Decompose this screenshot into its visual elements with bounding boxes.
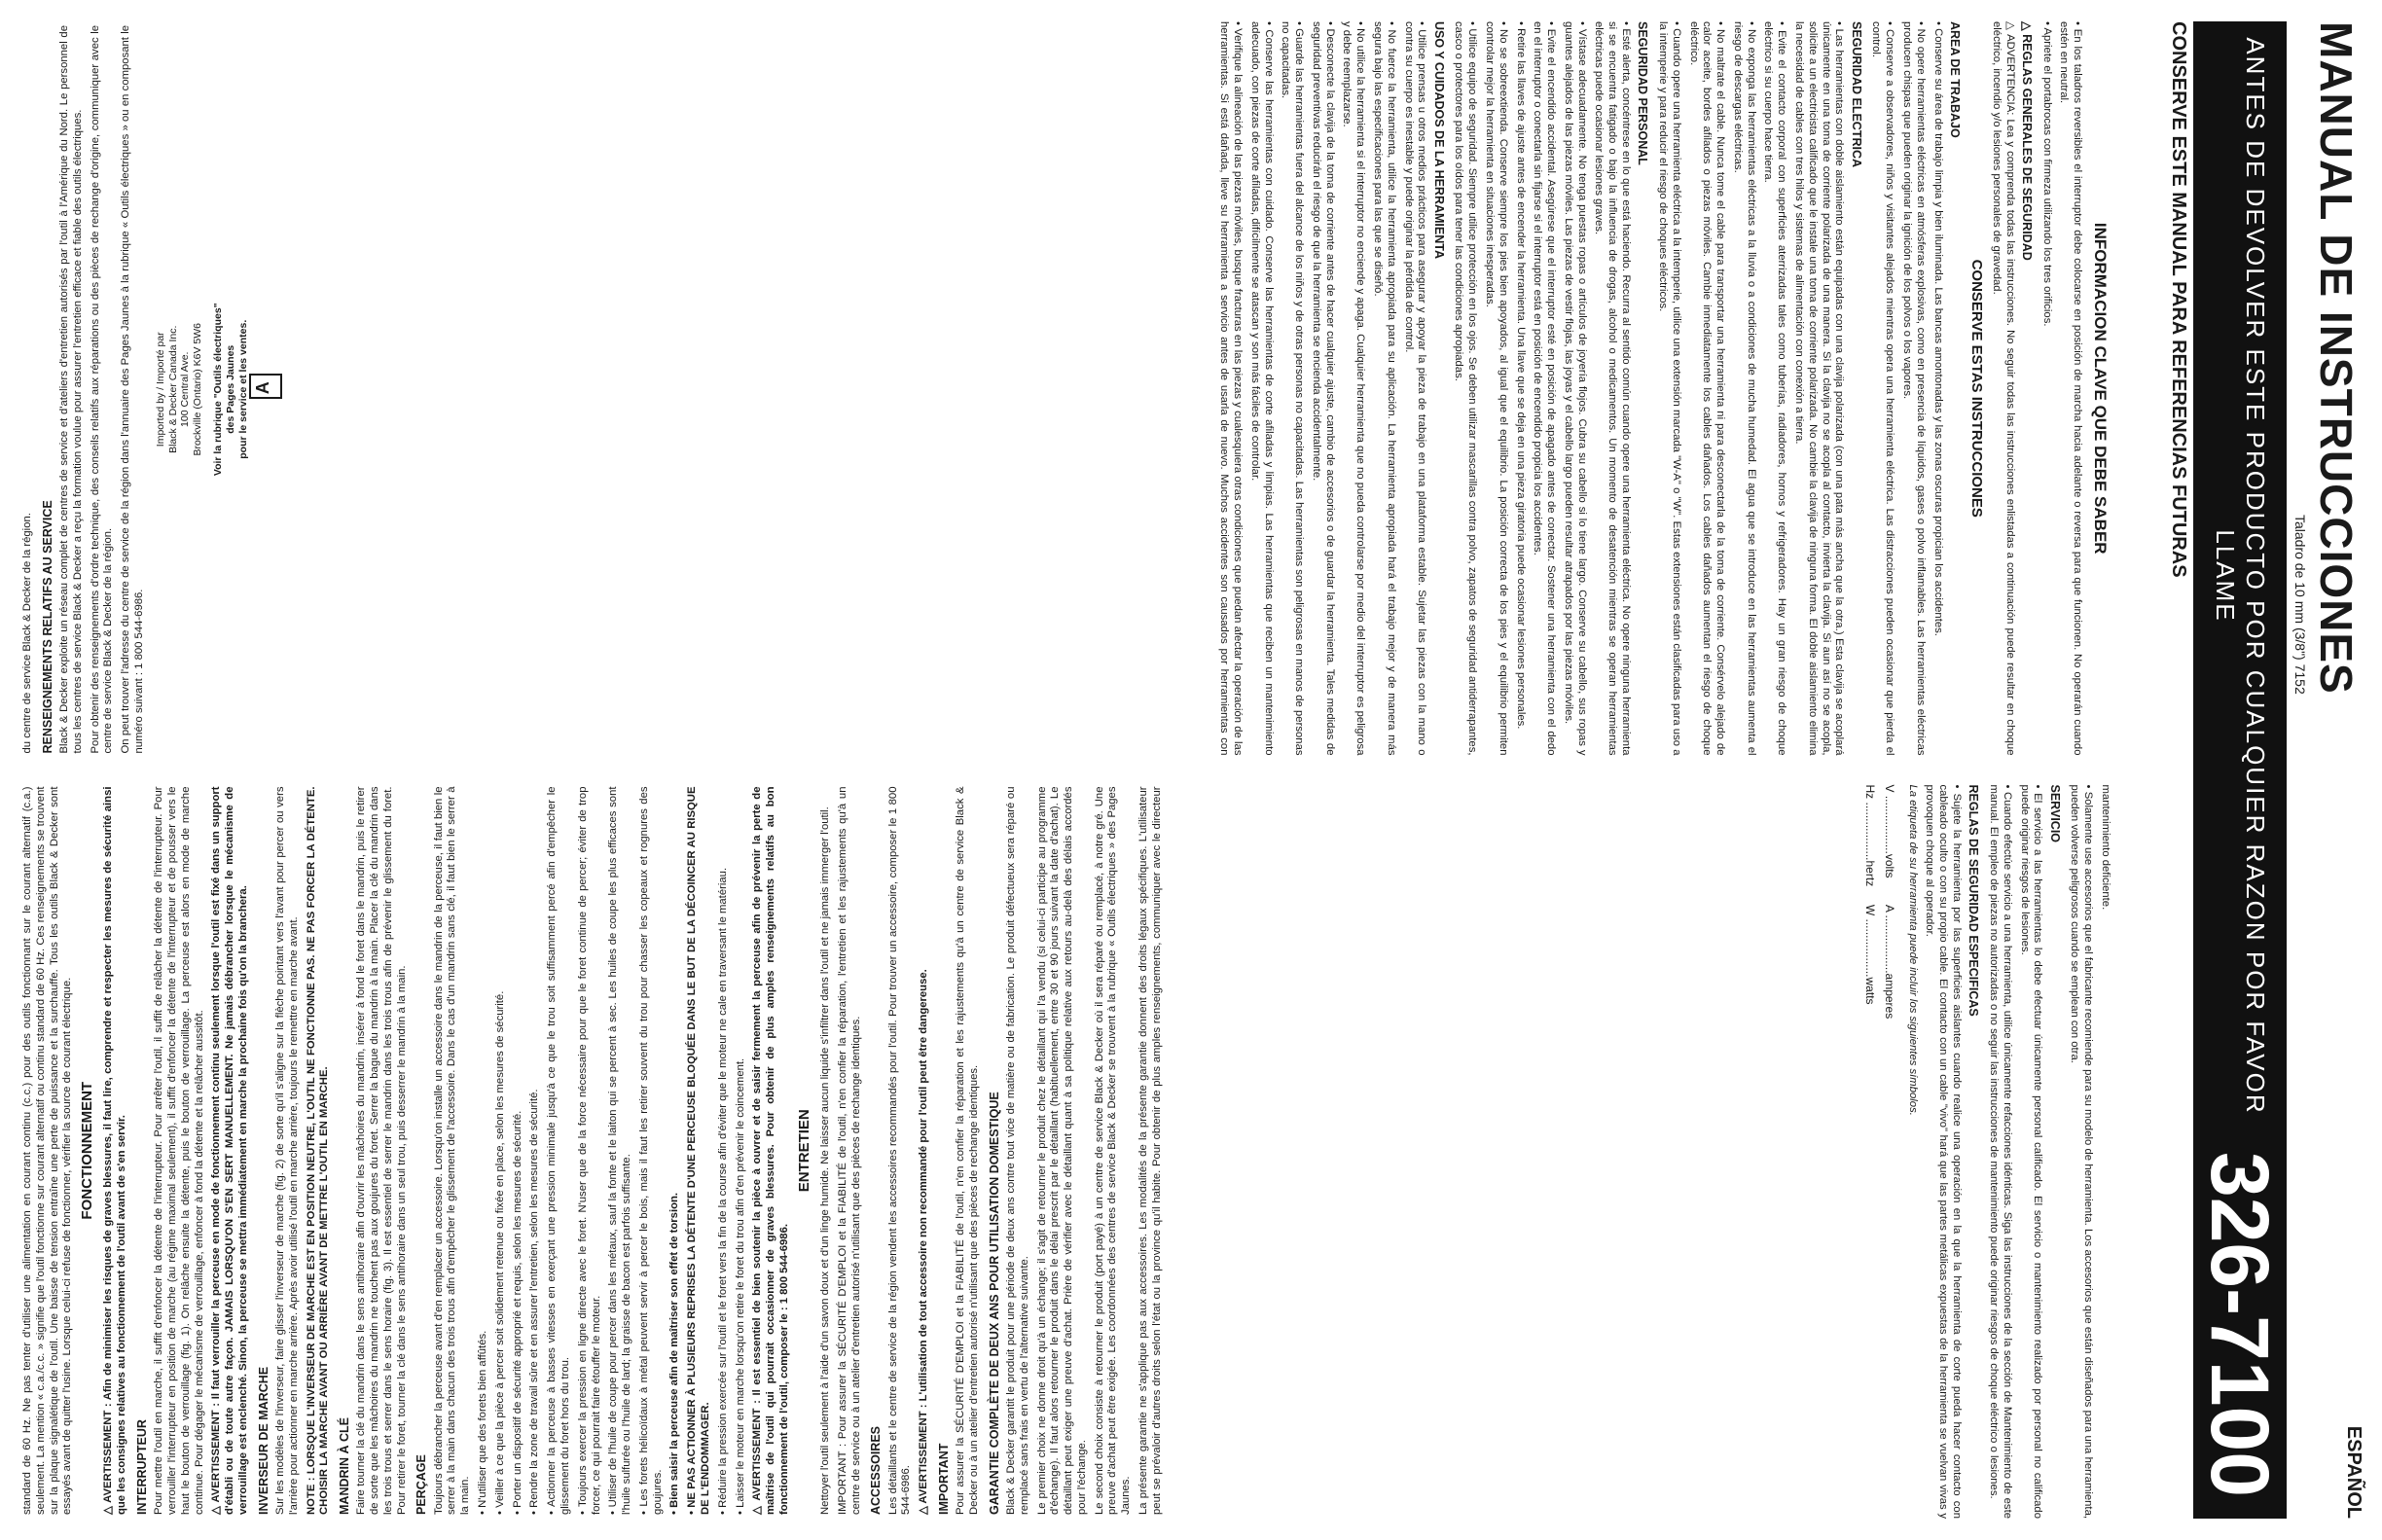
pages-jaunes-note	[212, 25, 282, 754]
renseignements-paragraph: Pour obtenir des renseignements d'ordre technique, des conseils relatifs aux réparations ou des pièces de rechange d'origine, communiquer avec le centre de service Black & Decker de la région.	[89, 25, 115, 754]
inverseur-text: Sur les modèles de l'inverseur, faire glisser l'inverseur de marche (fig. 2) de sorte qu'il s'aligne sur la flèche pointant vers l'avant pour percer ou vers l'arrière pour actionner en marche arrière. Après avoir utilisé l'outil en marche arrière, toujours le remettre en marche avant.	[273, 786, 300, 1515]
etiqueta-text: La etiqueta de su herramienta puede incluir los siguientes símbolos.	[1906, 784, 1919, 1116]
inverseur-note: NOTE : LORSQUE L'INVERSEUR DE MARCHE EST EN POSITION NEUTRE, L'OUTIL NE FONCTIONNE PAS. NE PAS FORCER LA DÉTENTE. CHOISIR LA MARCHE AVANT OU ARRIÈRE AVANT DE METTRE L'OUTIL EN MARCHE.	[305, 786, 331, 1515]
garantie-paragraph: Le premier choix ne donne droit qu'à un échange; il s'agit de retourner le produit chez le détaillant qui l'a vendu (si celui-ci participe au programme d'échange). Il faut alors retourner le produit dans le délai prescrit par le détaillant (habituellement, entre 30 et 90 jours suivant la date d'achat). Le détaillant peut exiger une preuve d'achat. Prière de vérifier avec le détaillant quant à sa politique relative aux retours au-delà des délais accordés pour l'échange.	[1035, 786, 1088, 1515]
servicio-item: • Cuando efectúe servicio a una herramienta, utilice únicamente refacciones idénticas. Siga las instrucciones de la sección de Mantenimiento de este manual. El empleo de piezas no autorizadas o no seguir las instrucciones de mantenimiento puede originar riesgos de choque eléctrico o lesiones.	[1988, 784, 2013, 1519]
seguridad-electrica-heading: SEGURIDAD ELECTRICA	[1849, 21, 1863, 168]
renseignements-paragraph: On peut trouver l'adresse du centre de service de la région dans l'annuaire des Pages Jaunes à la rubrique « Outils électriques » ou en composant le numéro suivant : 1 800 544-6986.	[120, 25, 145, 754]
area-heading: AREA DE TRABAJO	[1947, 21, 1962, 138]
percage-item: • N'utiliser que des forets bien affûtés.	[477, 1330, 489, 1515]
seguridad-electrica-item: • Evite el contacto corporal con superficies aterrizadas tales como tuberías, radiadores, hornos y refrigeradores. Hay un gran riesgo de choque eléctrico si su cuerpo hace tierra.	[1762, 21, 1788, 756]
servicio-heading: SERVICIO	[2047, 784, 2062, 843]
percage-item: • Porter un dispositif de sécurité approprié et requis, selon les mesures de sécurité.	[511, 1110, 523, 1515]
interrupteur-warning: △ AVERTISSEMENT : Il faut verrouiller la perceuse en mode de fonctionnement continu seulement lorsque l'outil est fixé dans un support d'établi ou de toute autre façon. JAMAIS LORSQU'ON S'EN SERT MANUELLEMENT. Ne jamais débrancher lorsque le mécanisme de verrouillage est enclenché. Sinon, la perceuse se mettra immédiatement en marche la prochaine fois qu'on la branchera.	[210, 786, 249, 1515]
importer-line: 100 Central Ave.	[179, 351, 192, 427]
seguridad-electrica-item: • Las herramientas con doble aislamiento están equipadas con una clavija polarizada (con una pata más ancha que la otra.) Esta clavija se acoplará únicamente en una toma de corriente polarizada de una manera. Si la clavija no se acopla al contacto, invierta la clavija. Si aun así no se acopla, solicite a un electricista calificado que le instale una toma de corriente polarizada. No cambie la clavija de ninguna forma. El doble aislamiento elimina la necesidad de cables con tres hilos y sistemas de alimentación con conexión a tierra.	[1793, 21, 1846, 756]
manual-title: MANUAL DE INSTRUCCIONES	[2311, 21, 2362, 695]
seguridad-electrica-item: • No maltrate el cable. Nunca tome el cable para transportar una herramienta ni para desconectarla de la toma de corriente. Consérvelo alejado de calor aceite, bordes afilados o piezas móviles. Cambie inmediatamente los cables dañados. Los cables dañados aumentan el riesgo de choque eléctrico.	[1687, 21, 1727, 756]
spanish-page	[1209, 21, 2364, 1519]
advertencia-text: △ ADVERTENCIA: Lea y comprenda todas las instrucciones. No seguir todas las instrucciones enlistadas a continuación puede resultar en choque eléctrico, incendio y/o lesiones personales de gravedad.	[1990, 21, 2016, 756]
call-banner	[2193, 21, 2287, 1519]
entretien-title: ENTRETIEN	[795, 1109, 812, 1193]
banner-text: ANTES DE DEVOLVER ESTE PRODUCTO POR CUALQUIER RAZON POR FAVOR LLAME	[2211, 37, 2271, 1115]
spanish-rotated-page	[1191, 0, 2382, 1540]
important-text: Pour assurer la SÉCURITÉ D'EMPLOI et la FIABILITÉ de l'outil, n'en confier la réparation et les rajustements qu'à un centre de service Black & Decker ou à un atelier d'entretien autorisé n'utilisant que des pièces de rechange identiques.	[955, 786, 980, 1515]
seguridad-personal-item: • Utilice equipo de seguridad. Siempre utilice protección en los ojos. Se deben utilizar mascarillas contra polvo, zapatos de seguridad antiderrapantes, casco o protectores para los oídos para tener las condiciones apropiadas.	[1453, 21, 1479, 756]
seguridad-personal-item: • Vístase adecuadamente. No tenga puestas ropas o artículos de joyería flojos. Cubra su cabello si lo tiene largo. Conserve su cabello, sus ropas y guantes alejados de las piezas móviles. Las piezas de vestir flojas, las joyas y el cabello largo pueden resultar atrapados por las piezas móviles.	[1562, 21, 1588, 756]
info-item: • En los taladros reversibles el interruptor debe colocarse en posición de marcha hacia adelante o reversa para que funcionen. No operarán cuando estén en neutral.	[2058, 21, 2084, 756]
percage-item: • Toujours exercer la pression en ligne directe avec le foret. N'user que de la force nécessaire pour que le foret continue de percer; éviter de trop forcer, ce qui pourrait faire étouffer le moteur.	[576, 786, 602, 1515]
percage-item: • Actionner la perceuse à basses vitesses en exerçant une pression minimale jusqu'à ce que le trou soit suffisamment percé afin d'empêcher le glissement du foret hors du trou.	[546, 786, 571, 1515]
intro-text: standard de 60 Hz. Ne pas tenter d'utiliser une alimentation en courant continu (c.c.) pour des outils fonctionnant sur le courant alternatif (c.a.) seulement. La mention « c.a./c.c. » signifie que l'outil fonctionne sur courant alternatif ou continu standard de 60 Hz. Ces renseignements se trouvent sur la plaque signalétique de l'outil. Une baisse de tension entraîne une perte de puissance et la surchauffe. Tous les outils Black & Decker sont essayés avant de quitter l'usine. Lorsque celui-ci refuse de fonctionner, vérifier la source de courant électrique.	[21, 786, 74, 1515]
pages-jaunes-logo-icon: A	[249, 374, 282, 399]
interrupteur-text: Pour mettre l'outil en marche, il suffit d'enfoncer la détente de l'interrupteur. Pour arrêter l'outil, il suffit de relâcher la détente de l'interrupteur. Pour verrouiller l'interrupteur en position de marche (au régime maximal seulement), il suffit d'enfoncer la détente de l'interrupteur et de pousser vers le haut le bouton de verrouillage (fig. 1). On relâche ensuite la détente, puis le bouton de verrouillage. La perceuse est alors en mode de marche continue. Pour dégager le mécanisme de verrouillage, enfoncer à fond la détente et la relâcher aussitôt.	[153, 786, 205, 1515]
importer-line: Imported by / Importé par	[154, 332, 166, 448]
uso-item: • No fuerce la herramienta, utilice la herramienta apropiada para su aplicación. La herramienta apropiada hará el trabajo mejor y de manera más segura bajo las especificaciones para las que se diseñó.	[1372, 21, 1397, 756]
garantie-paragraph: Le second choix consiste à retourner le produit (port payé) à un centre de service Black & Decker où il sera réparé ou remplacé, à notre gré. Une preuve d'achat peut être exigée. Les coordonnées des centres de service Black & Decker se trouvent à la rubrique « Outils électriques » des Pages Jaunes.	[1093, 786, 1133, 1515]
seguridad-personal-heading: SEGURIDAD PERSONAL	[1636, 21, 1650, 165]
pages-jaunes-line: pour le service et les ventes.	[236, 319, 249, 459]
uso-item: • Utilice prensas u otros medios prácticos para asegurar y apoyar la pieza de trabajo en una plataforma estable. Sujetar las piezas con la mano o contra su cuerpo es inestable y puede originar la pérdida de control.	[1402, 21, 1428, 756]
symbol-volts: V ..................volts	[1882, 784, 1896, 878]
uso-item: • Conserve las herramientas con cuidado. Conserve las herramientas de corte afiladas y limpias. Las herramientas que reciben un mantenimiento adecuado, con piezas de corte afiladas, difícilmente se atascan y son más fáciles de controlar.	[1248, 21, 1275, 756]
importer-line: Black & Decker Canada Inc.	[166, 325, 179, 453]
model-subtitle: Taladro de 10 mm (3/8") 7152	[2292, 515, 2308, 695]
uso-item: • No utilice la herramienta si el interruptor no enciende y apaga. Cualquier herramienta que no pueda controlarse por medio del interruptor es peligrosa y debe reemplazarse.	[1341, 21, 1367, 756]
uso-item: • Desconecte la clavija de la toma de corriente antes de hacer cualquier ajuste, cambio de accesorios o de guardar la herramienta. Tales medidas de seguridad preventivas reducirán el riesgo de que la herramienta se encienda accidentalmente.	[1310, 21, 1336, 756]
seguridad-personal-item: • Esté alerta, concéntrese en lo que está haciendo. Recurra al sentido común cuando opere una herramienta eléctrica. No opere ninguna herramienta si se encuentra fatigado o bajo la influencia de drogas, alcohol o medicamentos. Un momento de desatención mientras se operan herramientas eléctricas puede ocasionar lesiones graves.	[1593, 21, 1632, 756]
reglas-especificas-item: • Sujete la herramienta por las superficies aislantes cuando realice una operación en la que la herramienta de corte pueda hacer contacto con cableado oculto o con su propio cable. El contacto con un cable "vivo" hará que las partes metálicas expuestas de la herramienta se vuelvan vivas y provoquen choque al operador.	[1924, 784, 1964, 1519]
percage-warning: △ AVERTISSEMENT : Il est essentiel de bien soutenir la pièce à ouvrer et de saisir fermement la perceuse afin de prévenir la perte de maîtrise de l'outil qui pourrait occasionner de graves blessures. Pour obtenir de plus amples renseignements relatifs au bon fonctionnement de l'outil, composer le : 1 800 544-6986.	[751, 786, 790, 1515]
percage-item: • Veiller à ce que la pièce à percer soit solidement retenue ou fixée en place, selon les mesures de sécurité.	[493, 990, 506, 1515]
symbol-amperes: A ..................amperes	[1882, 904, 1896, 1020]
fonctionnement-warning: △ AVERTISSEMENT : Afin de minimiser les risques de graves blessures, il faut lire, comprendre et respecter les mesures de sécurité ainsi que les consignes relatives au fonctionnement de l'outil avant de s'en servir.	[102, 786, 128, 1515]
banner-phone: 326-7100	[2194, 1152, 2286, 1497]
important-heading: IMPORTANT	[936, 1443, 951, 1515]
percage-heading: PERÇAGE	[415, 1454, 429, 1515]
symbol-watts: W ..................watts	[1862, 904, 1877, 1005]
accessoires-heading: ACCESSOIRES	[869, 1426, 884, 1515]
reglas-especificas-heading: REGLAS DE SEGURIDAD ESPECIFICAS	[1967, 784, 1981, 1017]
french-columns	[21, 25, 1170, 1515]
percage-item: • Utiliser de l'huile de coupe pour percer dans les métaux, sauf la fonte et le laiton qui se percent à sec. Les huiles de coupe les plus efficaces sont l'huile sulfurée ou l'huile de lard; la graisse de bacon est parfois suffisante.	[607, 786, 633, 1515]
interrupteur-heading: INTERRUPTEUR	[134, 1419, 149, 1515]
percage-item: Toujours débrancher la perceuse avant d'en remplacer un accessoire. Lorsqu'on installe un accessoire dans le mandrin de la perceuse, il faut bien le serrer à la main dans chacun des trois trous afin d'empêcher le glissement de l'accessoire. Dans le cas d'un mandrin sans clé, il faut bien le serrer à la main.	[432, 786, 472, 1515]
pages-jaunes-line: des Pages Jaunes	[224, 344, 236, 434]
importer-line: Brockville (Ontario) K6V 5W6	[192, 322, 204, 456]
uso-item: • Guarde las herramientas fuera del alcance de los niños y de otras personas no capacitadas. Las herramientas son peligrosas en manos de personas no capacitadas.	[1280, 21, 1306, 756]
symbol-hertz: Hz ..................hertz	[1862, 784, 1877, 887]
pages-jaunes-line: Voir la rubrique "Outils électriques"	[211, 303, 224, 477]
percage-item: • Les forets hélicoïdaux à métal peuvent servir à percer le bois, mais il faut les retirer souvent du trou pour chasser les copeaux et rognures des goujures.	[637, 786, 664, 1515]
garantie-paragraph: Black & Decker garantit le produit pour une période de deux ans contre tout vice de matière ou de fabrication. Le produit défectueux sera réparé ou remplacé sans frais en vertu de l'alternative suivante.	[1004, 786, 1030, 1515]
area-item: • Conserve su área de trabajo limpia y bien iluminada. Las bancas amontonadas y las zonas oscuras propician los accidentes.	[1931, 21, 1944, 636]
spanish-panel	[1191, 0, 2382, 1540]
seguridad-electrica-item: • Cuando opere una herramienta eléctrica a la intemperie, utilice una extensión marcada "W-A" o "W". Estas extensiones están clasificadas para uso a la intemperie y para reducir el riesgo de choques eléctricos.	[1657, 21, 1682, 756]
mandrin-text: Faire tourner la clé du mandrin dans le sens antihoraire afin d'ouvrir les mâchoires du mandrin, insérer à fond le foret dans le mandrin, puis le retirer de sorte que les mâchoires du mandrin ne touchent pas aux goujures du foret. Serrer la bague du mandrin à la main. Placer la clé du mandrin dans les trois trous et serrer dans le sens horaire (fig. 3). Il est essentiel de serrer le mandrin dans les trois trous afin de prévenir le glissement du foret. Pour retirer le foret, tourner la clé dans le sens antihoraire dans un seul trou, puis desserrer le mandrin à la main.	[355, 786, 408, 1515]
accessoires-text: Les détaillants et le centre de service de la région vendent les accessoires recommandés pour l'outil. Pour trouver un accessoire, composer le 1 800 544-6986.	[886, 786, 913, 1515]
percage-item: • Réduire la pression exercée sur l'outil et le foret vers la fin de la course afin d'éviter que le moteur ne cale en traversant le matériau.	[716, 867, 729, 1515]
garantie-heading: GARANTIE COMPLÈTE DE DEUX ANS POUR UTILISATION DOMESTIQUE	[987, 1092, 1001, 1515]
servicio-item: • El servicio a las herramientas lo debe efectuar únicamente personal calificado. El servicio o mantenimiento realizado por personal no calificado puede originar riesgos de lesiones.	[2018, 784, 2044, 1519]
area-item: • Conserve a observadores, niños y visitantes alejados mientras opera una herramienta eléctrica. Las distracciones pueden ocasionar que pierda el control.	[1870, 21, 1896, 756]
percage-item: • Rendre la zone de travail sûre et en assurer l'entretien, selon les mesures de sécurité.	[528, 1089, 541, 1515]
conserve-instrucciones: CONSERVE ESTAS INSTRUCCIONES	[1968, 259, 1986, 518]
mandrin-heading: MANDRIN À CLÉ	[338, 1417, 352, 1515]
symbols-list	[1859, 785, 1899, 1520]
entretien-important: IMPORTANT : Pour assurer la SÉCURITÉ D'EMPLOI et la FIABILITÉ de l'outil, n'en confier la réparation, l'entretien et les rajustements qu'à un centre de service ou à un atelier d'entretien autorisé n'utilisant que des pièces de rechange identiques.	[836, 786, 862, 1515]
info-heading: INFORMACION CLAVE QUE DEBE SABER	[2091, 222, 2110, 555]
uso-heading: USO Y CUIDADOS DE LA HERRAMIENTA	[1431, 21, 1446, 260]
percage-item: • Laisser le moteur en marche lorsqu'on retire le foret du trou afin d'en prévenir le coincement.	[734, 1057, 746, 1515]
accessoires-warning: △ AVERTISSEMENT : L'utilisation de tout accessoire non recommandé pour l'outil peut être dangereuse.	[918, 969, 930, 1515]
percage-item: • NE PAS ACTIONNER À PLUSIEURS REPRISES LA DÉTENTE D'UNE PERCEUSE BLOQUÉE DANS LE BUT DE LA DÉCOINCER AU RISQUE DE L'ENDOMMAGER.	[686, 786, 711, 1515]
importer-address	[155, 25, 204, 754]
garantie-paragraph: La présente garantie ne s'applique pas aux accessoires. Les modalités de la présente garantie donnent des droits légaux spécifiques. L'utilisateur peut se prévaloir d'autres droits selon l'état ou la province qu'il habite. Pour obtenir de plus amples renseignements, communiquer avec le directeur du centre de service Black & Decker de la région.	[21, 513, 1163, 1515]
renseignements-heading: RENSEIGNEMENTS RELATIFS AU SERVICE	[40, 500, 54, 754]
inverseur-heading: INVERSEUR DE MARCHE	[256, 1366, 271, 1515]
renseignements-paragraph: Black & Decker exploite un réseau complet de centres de service et d'ateliers d'entretien autorisés par l'outil à l'Amérique du Nord. Le personnel de tous les centres de service Black & Decker a reçu la formation voulue pour assurer l'entretien efficace et fiable des outils électriques.	[58, 25, 84, 754]
percage-item: • Bien saisir la perceuse afin de maîtriser son effet de torsion.	[668, 1192, 681, 1515]
uso-item: • Verifique la alineación de las piezas móviles, busque fracturas en las piezas y cualesquiera otras condiciones que puedan afectar la operación de las herramientas. Si está dañada, lleve su herramienta a servicio antes de usarla de nuevo. Muchos accidentes son causados por herramientas con mantenimiento deficiente.	[1218, 21, 2111, 911]
spanish-header	[2292, 21, 2364, 1519]
seguridad-personal-item: • Retire las llaves de ajuste antes de encender la herramienta. Una llave que se deja en una pieza giratoria puede ocasionar lesiones personales.	[1514, 21, 1527, 730]
info-item: • Apriete el portabrocas con firmeza utilizando los tres orificios.	[2040, 21, 2053, 327]
area-item: • No opere herramientas eléctricas en atmósferas explosivas, como en presencia de líquidos, gases o polvo inflamables. Las herramientas eléctricas producen chispas que pueden originar la ignición de los polvos o los vapores.	[1901, 21, 1927, 756]
uso-item: • Solamente use accesorios que el fabricante recomiende para su modelo de herramienta. Los accesorios que están diseñados para una herramienta, pueden volverse peligrosos cuando se emplean con otra.	[2069, 784, 2095, 1519]
spanish-columns	[1209, 21, 2111, 1519]
seguridad-electrica-item: • No exponga las herramientas eléctricas a la lluvia o a condiciones de mucha humedad. El agua que se introduce en las herramientas aumenta el riesgo de descargas eléctricas.	[1731, 21, 1757, 756]
reglas-heading: △ REGLAS GENERALES DE SEGURIDAD	[2019, 21, 2034, 261]
fonctionnement-title: FONCTIONNEMENT	[79, 1081, 96, 1220]
seguridad-personal-item: • Evite el encendido accidental. Asegúrese que el interruptor esté en posición de apagado antes de conectar. Sostener una herramienta con el dedo en el interruptor o conectarla sin fijarse si el interruptor está en posición de encendido propicia los accidentes.	[1532, 21, 1558, 756]
seguridad-personal-item: • No se sobreextienda. Conserve siempre los pies bien apoyados, al igual que el equilibrio. La posición correcta de los pies y el equilibrio permiten controlar mejor la herramienta en situaciones inesperadas.	[1483, 21, 1509, 756]
language-label: ESPAÑOL	[2343, 1425, 2364, 1519]
entretien-text: Nettoyer l'outil seulement à l'aide d'un savon doux et d'un linge humide. Ne laisser aucun liquide s'infiltrer dans l'outil et ne jamais immerger l'outil.	[818, 806, 831, 1515]
conserve-manual: CONSERVE ESTE MANUAL PARA REFERENCIAS FUTURAS	[2168, 21, 2189, 578]
